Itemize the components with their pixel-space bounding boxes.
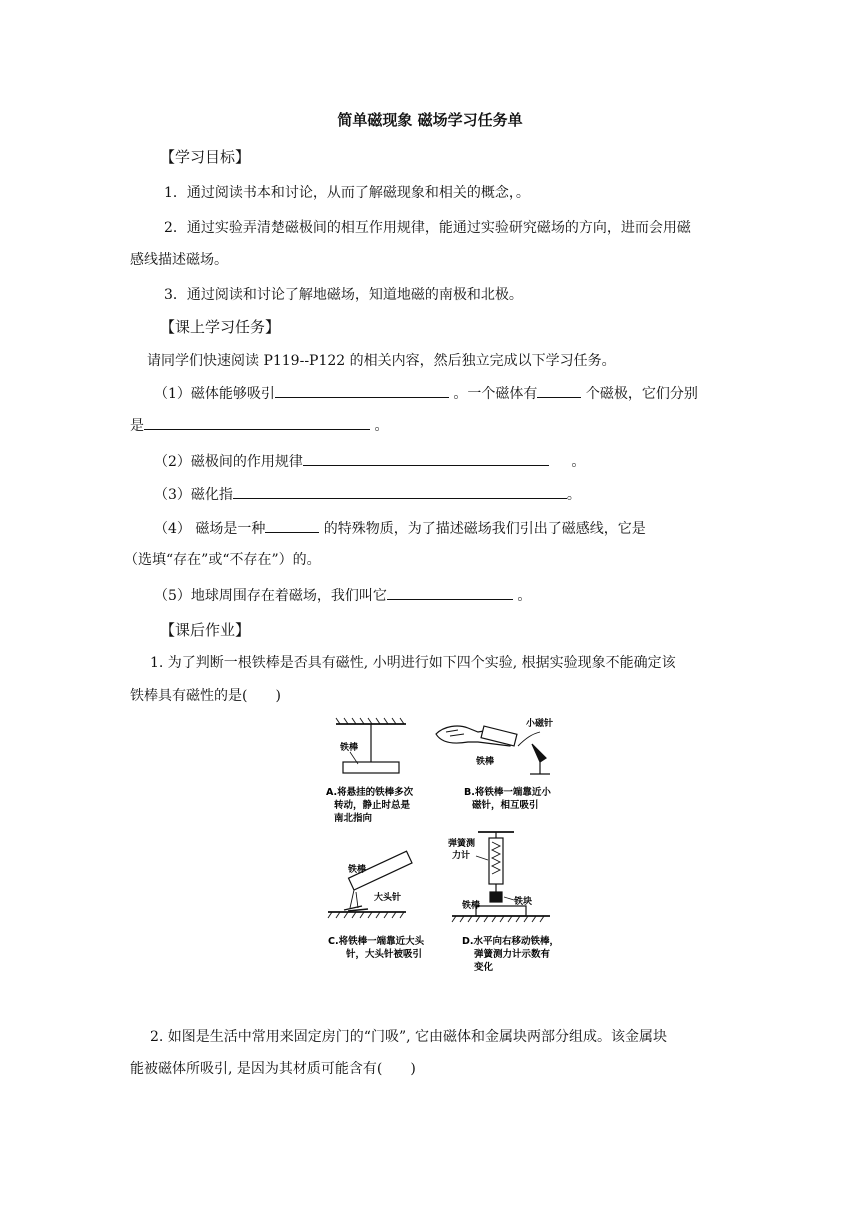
task-4-line-2: （选填“存在”或“不存在”）的。 [124, 552, 321, 568]
homework-heading: 【课后作业】 [160, 621, 251, 639]
task-1-text-d: 是 [130, 418, 144, 434]
task-5 [154, 585, 531, 606]
panel-d-caption-1: D.水平向右移动铁棒， [462, 936, 559, 947]
goal-item-2-line-2: 感线描述磁场。 [130, 252, 228, 268]
experiment-figure [318, 712, 580, 984]
panel-d-caption-2: 弹簧测力计示数有 [474, 949, 551, 960]
panel-c-label-rod: 铁棒 [348, 865, 367, 875]
task-2 [154, 451, 585, 472]
task-3-blank[interactable] [233, 484, 567, 499]
goals-heading: 【学习目标】 [160, 148, 251, 166]
task-1-text-c: 个磁极，它们分别 [581, 386, 698, 402]
task-2-blank[interactable] [303, 451, 549, 466]
panel-a-caption-1: A.将悬挂的铁棒多次 [326, 787, 414, 798]
task-1-text-b: 。一个磁体有 [448, 386, 538, 402]
panel-d-label-scale-2: 力计 [452, 851, 471, 861]
panel-a-label: 铁棒 [340, 743, 359, 753]
task-3 [154, 484, 581, 505]
task-4-text-b: 的特殊物质，为了描述磁场我们引出了磁感线，它是 [319, 521, 646, 537]
task-2-text-b: 。 [566, 454, 586, 470]
page-title: 简单磁现象 磁场学习任务单 [337, 111, 523, 129]
panel-a-caption-3: 南北指向 [334, 813, 373, 824]
panel-d-label-rod: 铁棒 [462, 901, 481, 911]
goal-item-1: 1．通过阅读书本和讨论，从而了解磁现象和相关的概念，。 [164, 185, 530, 201]
task-3-text-b: 。 [566, 487, 581, 503]
tasks-heading: 【课上学习任务】 [160, 318, 281, 336]
task-1-line-2 [130, 415, 388, 436]
homework-q1-line-2: 铁棒具有磁性的是( ) [130, 688, 281, 704]
panel-c [328, 851, 412, 918]
task-1-text-a: （1）磁体能够吸引 [154, 386, 275, 402]
panel-d-caption-3: 变化 [474, 962, 494, 973]
goal-item-2-line-1: 2．通过实验弄清楚磁极间的相互作用规律，能通过实验研究磁场的方向，进而会用磁 [164, 220, 691, 236]
task-4-line-1 [154, 518, 646, 539]
homework-q2-line-2: 能被磁体所吸引, 是因为其材质可能含有( ) [130, 1061, 416, 1077]
panel-a-caption-2: 转动，静止时总是 [334, 800, 411, 811]
task-5-text-b: 。 [512, 588, 532, 604]
panel-b-label-rod: 铁棒 [476, 757, 495, 767]
task-1-blank-2[interactable] [537, 383, 581, 398]
task-2-text-a: （2）磁极间的作用规律 [154, 454, 303, 470]
panel-d-label-scale-1: 弹簧测 [448, 839, 476, 849]
task-4-text-a: （4） 磁场是一种 [154, 521, 266, 537]
task-5-blank[interactable] [387, 585, 513, 600]
tasks-intro: 请同学们快速阅读 P119--P122 的相关内容，然后独立完成以下学习任务。 [147, 353, 616, 369]
goal-item-3: 3．通过阅读和讨论了解地磁场，知道地磁的南极和北极。 [164, 287, 523, 303]
panel-c-label-pins: 大头针 [374, 893, 402, 903]
panel-b-caption-2: 磁针，相互吸引 [472, 800, 539, 811]
panel-c-caption-2: 针，大头针被吸引 [346, 949, 423, 960]
panel-b-label-needle: 小磁针 [526, 719, 554, 729]
panel-d-label-block: 铁块 [514, 897, 533, 907]
task-3-text-a: （3）磁化指 [154, 487, 233, 503]
task-4-blank[interactable] [265, 518, 319, 533]
task-5-text-a: （5）地球周围存在着磁场，我们叫它 [154, 588, 387, 604]
homework-q1-line-1: 1. 为了判断一根铁棒是否具有磁性, 小明进行如下四个实验, 根据实验现象不能确定该 [150, 655, 676, 671]
panel-c-caption-1: C.将铁棒一端靠近大头 [328, 936, 425, 947]
task-1-line-1 [154, 383, 698, 404]
panel-b-caption-1: B.将铁棒一端靠近小 [464, 787, 551, 798]
task-1-text-e: 。 [370, 418, 389, 434]
task-1-blank-1[interactable] [275, 383, 449, 398]
homework-q2-line-1: 2. 如图是生活中常用来固定房门的“门吸”, 它由磁体和金属块两部分组成。该金属块 [150, 1029, 668, 1045]
task-1-blank-3[interactable] [144, 415, 370, 430]
